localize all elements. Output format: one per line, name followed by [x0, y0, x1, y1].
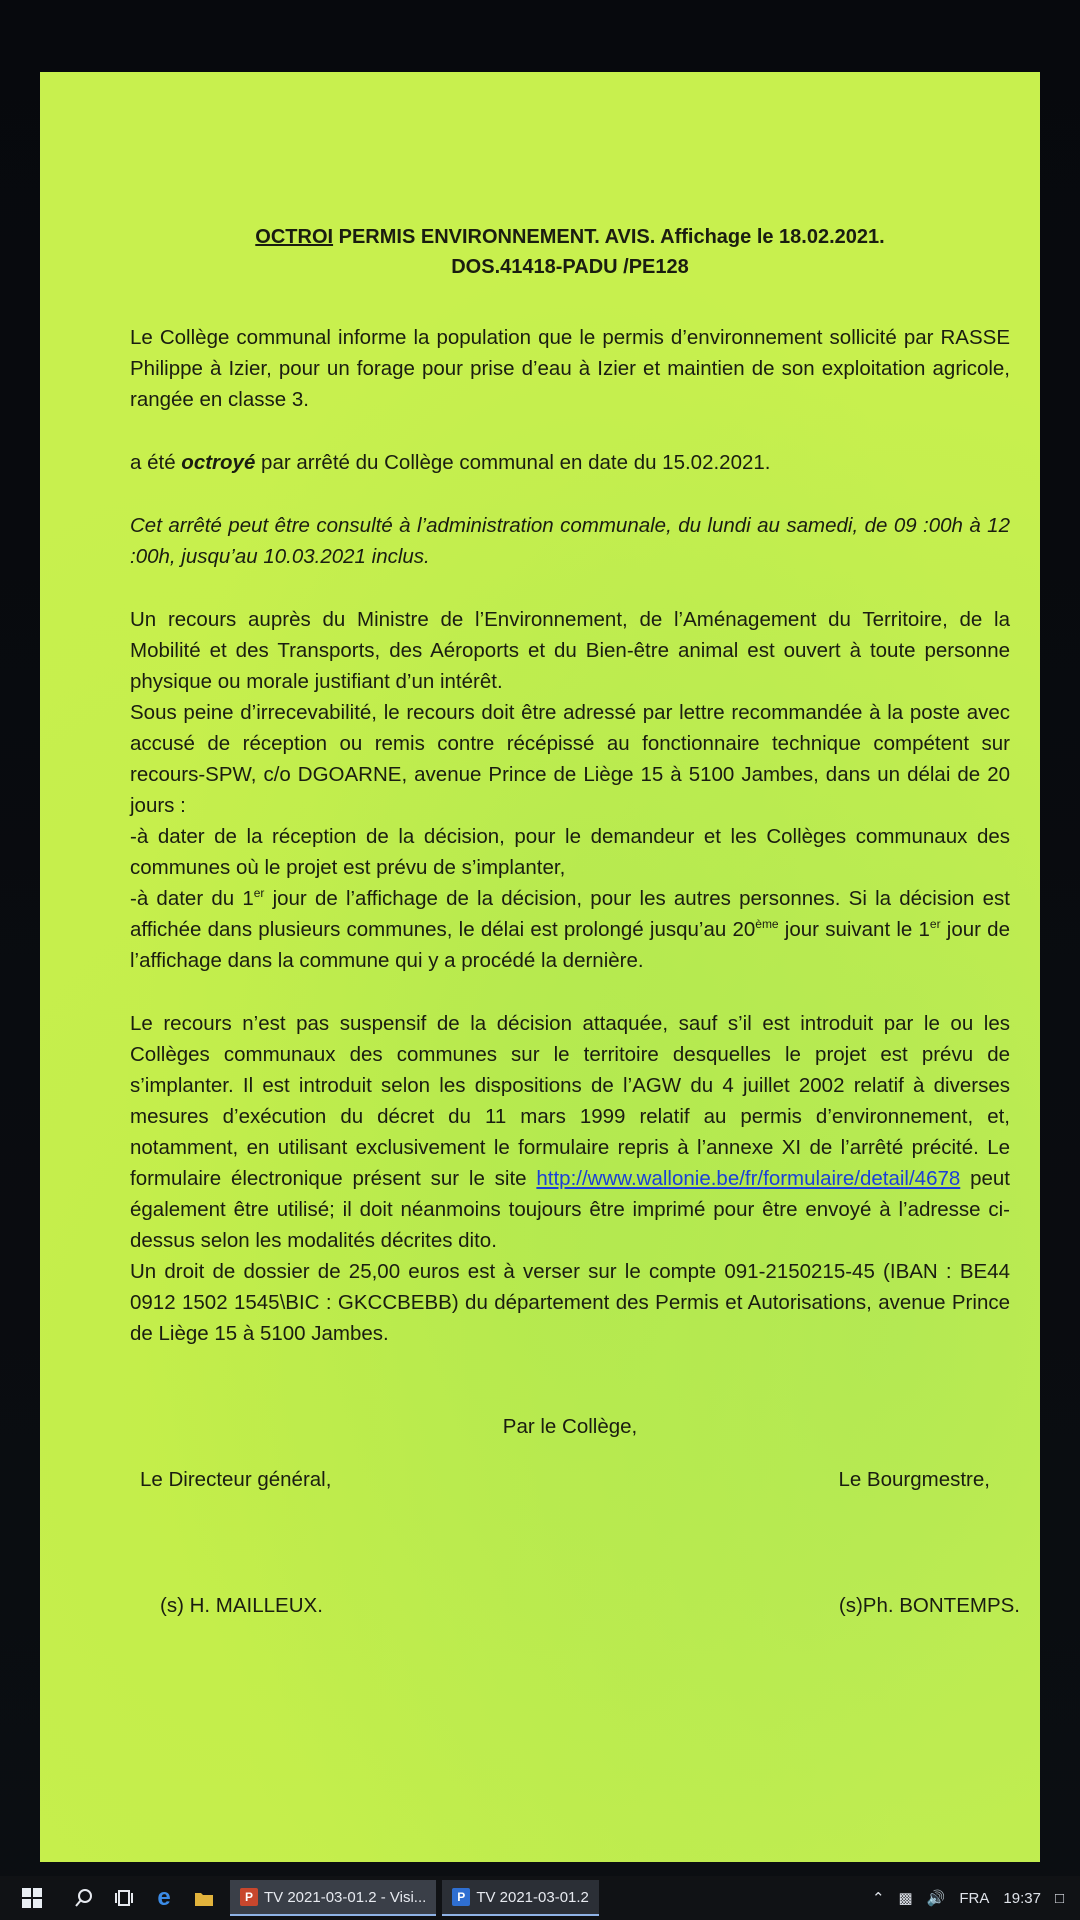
network-icon[interactable]: ▩	[898, 1890, 913, 1907]
document-page	[40, 72, 1040, 1862]
folder-icon[interactable]	[184, 1876, 224, 1920]
delay-part-d: jour de l’affichage dans la commune qui y a procédé la dernière.	[130, 918, 1010, 972]
chevron-up-icon[interactable]: ⌃	[871, 1890, 885, 1907]
paragraph-admissibility: Sous peine d’irrecevabilité, le recours doit être adressé par lettre recommandée à la poste avec accusé de réception ou remis contre récépissé au fonctionnaire technique compétent sur recours-SPW, c/o DGOARNE, avenue Prince de Liège 15 à 5100 Jambes, dans un délai de 20 jours :	[130, 701, 1010, 817]
clock[interactable]: 19:37	[1003, 1889, 1041, 1907]
form-link[interactable]: http://www.wallonie.be/fr/formulaire/detail/4678	[536, 1167, 961, 1190]
signature-roles	[130, 1464, 1010, 1495]
edge-icon[interactable]: e	[157, 1884, 171, 1911]
paragraph-appeal: Un recours auprès du Ministre de l’Environnement, de l’Aménagement du Territoire, de la Mobilité et des Transports, des Aéroports et du Bien-être animal est ouvert à toute personne physique ou morale justifiant d’un intérêt.	[130, 608, 1010, 693]
signature-names	[130, 1590, 1020, 1621]
paragraph-suspensive	[130, 1008, 1010, 1256]
paragraph-applicant-delay: -à dater de la réception de la décision, pour le demandeur et les Collèges communaux des communes où le projet est prévu de s’implanter,	[130, 825, 1010, 879]
volume-icon[interactable]: 🔊	[926, 1890, 946, 1907]
suspensive-pre: Le recours n’est pas suspensif de la décision attaquée, sauf s’il est introduit par le ou les Collèges communaux des communes sur le territoire desquelles le projet est prévu de s’implanter. Il est introduit selon les dispositions de l’AGW du 4 juillet 2002 relatif à diverses mesures d’exécution du décret du 11 mars 1999 relatif au permis d’environnement, et, notamment, en utilisant exclusivement le formulaire repris à l’annexe XI de l’arrêté précité. Le formulaire électronique présent sur le site	[130, 1012, 1010, 1190]
paragraph-others-delay	[130, 883, 1010, 976]
by-college: Par le Collège,	[502, 1415, 638, 1438]
director-signature: (s) H. MAILLEUX.	[160, 1594, 323, 1617]
granted-pre: a été	[130, 451, 182, 474]
app-icon: P	[452, 1888, 470, 1906]
title-underlined: OCTROI	[255, 226, 334, 248]
taskbar-app-document[interactable]	[442, 1880, 599, 1916]
taskbar-app-visio[interactable]	[230, 1880, 436, 1916]
delay-sup-1: er	[253, 886, 265, 901]
system-tray	[872, 1889, 1080, 1907]
paragraph-granted	[130, 447, 1010, 478]
taskbar-app-label: TV 2021-03-01.2	[476, 1888, 589, 1906]
title-rest: PERMIS ENVIRONNEMENT. AVIS. Affichage le 18.02.2021.	[333, 226, 885, 248]
granted-post: par arrêté du Collège communal en date du 15.02.2021.	[255, 451, 771, 474]
delay-part-c: jour suivant le 1	[778, 918, 930, 941]
granted-em: octroyé	[181, 451, 256, 474]
app-icon: P	[240, 1888, 258, 1906]
paragraph-permit: Le Collège communal informe la population que le permis d’environnement sollicité par RASSE Philippe à Izier, pour un forage pour prise d’eau à Izier et maintien de son exploitation agricole, rangée en classe 3.	[130, 326, 1010, 411]
director-role: Le Directeur général,	[140, 1468, 332, 1491]
delay-part-b: jour de l’affichage de la décision, pour les autres personnes. Si la décision est affichée dans plusieurs communes, le délai est prolongé jusqu’au 20	[130, 887, 1010, 941]
delay-sup-2: ème	[755, 917, 779, 932]
task-view-icon[interactable]	[104, 1876, 144, 1920]
paragraph-consultation: Cet arrêté peut être consulté à l’administration communale, du lundi au samedi, de 09 :00h à 12 :00h, jusqu’au 10.03.2021 inclus.	[130, 514, 1010, 568]
search-icon[interactable]	[64, 1876, 104, 1920]
suspensive-post: peut également être utilisé; il doit néanmoins toujours être imprimé pour être envoyé à l’adresse ci-dessus selon les modalités décrites dito.	[130, 1167, 1010, 1252]
language-indicator[interactable]: FRA	[959, 1889, 990, 1907]
document-content	[130, 222, 1020, 1621]
windows-logo-icon[interactable]	[0, 1876, 64, 1920]
delay-sup-3: er	[929, 917, 941, 932]
notification-icon[interactable]: □	[1054, 1889, 1064, 1907]
delay-part-a: -à dater du 1	[130, 887, 254, 910]
taskbar	[0, 1876, 1080, 1920]
document-title	[130, 222, 1010, 252]
mayor-role: Le Bourgmestre,	[838, 1468, 990, 1491]
taskbar-app-label: TV 2021-03-01.2 - Visi...	[264, 1888, 427, 1906]
paragraph-fee: Un droit de dossier de 25,00 euros est à verser sur le compte 091-2150215-45 (IBAN : BE44 0912 1502 1545\BIC : GKCCBEBB) du département des Permis et Autorisations, avenue Prince de Liège 15 à 5100 Jambes.	[130, 1260, 1010, 1345]
document-reference: DOS.41418-PADU /PE128	[451, 256, 689, 278]
mayor-signature: (s)Ph. BONTEMPS.	[838, 1594, 1020, 1617]
